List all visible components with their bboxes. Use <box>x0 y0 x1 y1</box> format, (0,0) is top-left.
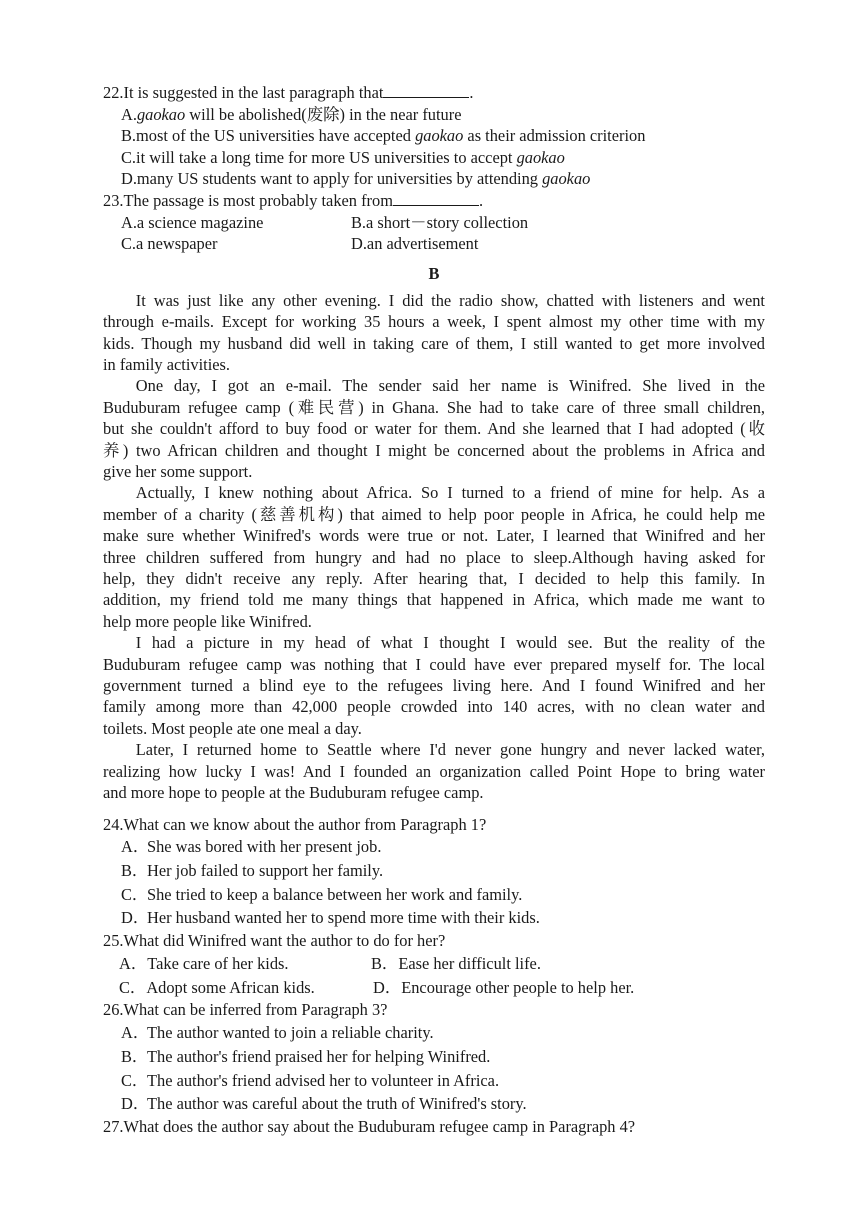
answer-blank <box>393 191 479 206</box>
question-22-option-c: C.it will take a long time for more US universities to accept gaokao <box>121 147 565 167</box>
exam-page <box>103 82 765 1138</box>
question-24-option-b <box>103 859 765 883</box>
passage-line: help more people like Winifred. <box>103 611 312 631</box>
question-24-option-d <box>103 906 765 930</box>
question-24-option-a <box>103 835 765 859</box>
question-24-option-c <box>103 883 765 907</box>
option-text: The author wanted to join a reliable charity. <box>147 1023 434 1043</box>
passage-line: give her some support. <box>103 462 253 481</box>
passage-line: government turned a blind eye to the refugees living here. And I found Winifred and her <box>103 676 765 696</box>
question-25-stem: 25.What did Winifred want the author to do for her? <box>103 931 446 951</box>
answer-blank <box>383 83 469 98</box>
option-text: Her job failed to support her family. <box>147 860 384 880</box>
passage-paragraph <box>103 739 765 803</box>
question-26-option-a <box>103 1021 765 1045</box>
question-23-option-a: A.a science magazine <box>121 212 264 232</box>
passage-line: Buduburam refugee camp was nothing that I could have ever prepared myself for. The local <box>103 654 765 674</box>
question-22-option-b: B.most of the US universities have accepted gaokao as their admission criterion <box>121 126 646 146</box>
passage-line: Actually, I knew nothing about Africa. So I turned to a friend of mine for help. As a <box>135 483 765 503</box>
passage-line: family among more than 42,000 people crowded into 140 acres, with no clean water and <box>103 697 765 717</box>
passage-line: realizing how lucky I was! And I founded an organization called Point Hope to bring water <box>103 761 765 781</box>
passage-line: help, they didn't receive any reply. After hearing that, I decided to help this family. In <box>103 569 765 589</box>
reading-passage <box>103 290 765 804</box>
option-letter: B． <box>121 860 149 880</box>
option-letter: A． <box>121 837 150 857</box>
passage-line: 养) two African children and thought I might be concerned about the problems in Africa and <box>103 440 765 460</box>
passage-line: but she couldn't afford to buy food or water for them. And she learned that I had adopted (收 <box>103 419 765 439</box>
question-23-options-row-1 <box>103 212 765 234</box>
question-24-options <box>103 835 765 930</box>
option-letter: B． <box>121 1046 149 1066</box>
passage-line: three children suffered from hungry and had no place to sleep.Although having asked for <box>103 547 765 567</box>
passage-line: toilets. Most people ate one meal a day. <box>103 718 362 738</box>
passage-line: Later, I returned home to Seattle where I'd never gone hungry and never lacked water, <box>135 740 765 760</box>
passage-paragraph <box>103 632 765 739</box>
question-26-option-c <box>103 1069 765 1093</box>
option-letter: A． <box>121 1023 150 1043</box>
passage-line: Buduburam refugee camp (难民营) in Ghana. She had to take care of three small children, <box>103 397 765 417</box>
question-23-options-row-2 <box>103 233 765 255</box>
option-letter: C． <box>121 1070 149 1090</box>
option-text: The author was careful about the truth of Winifred's story. <box>147 1094 527 1114</box>
question-26-stem: 26.What can be inferred from Paragraph 3? <box>103 1000 388 1020</box>
question-23-stem: 23.The passage is most probably taken from . <box>103 190 484 210</box>
question-22-option-d: D.many US students want to apply for universities by attending gaokao <box>121 169 591 189</box>
option-text: She was bored with her present job. <box>147 837 382 857</box>
passage-line: through e-mails. Except for working 35 hours a week, I spent almost my other time with my <box>103 312 765 332</box>
question-26-option-d <box>103 1092 765 1116</box>
option-letter: D． <box>121 908 150 928</box>
passage-line: One day, I got an e-mail. The sender said her name is Winifred. She lived in the <box>135 376 765 396</box>
question-27-stem: 27.What does the author say about the Buduburam refugee camp in Paragraph 4? <box>103 1117 636 1137</box>
passage-paragraph <box>103 290 765 376</box>
option-text: She tried to keep a balance between her work and family. <box>147 884 523 904</box>
question-26-option-b <box>103 1045 765 1069</box>
question-23-option-b: B.a short－story collection <box>351 212 529 232</box>
question-23-option-c: C.a newspaper <box>121 234 218 254</box>
option-letter: C． <box>121 884 149 904</box>
question-25-option-a: A．Take care of her kids. <box>119 953 289 973</box>
section-heading: B <box>428 263 440 283</box>
question-25-options-row-2 <box>103 976 765 1000</box>
question-22-option-a: A.gaokao will be abolished(废除) in the near future <box>121 104 462 124</box>
question-22-stem: 22.It is suggested in the last paragraph that . <box>103 83 474 102</box>
passage-line: make sure whether Winifred's words were true or not. Later, I learned that Winifred and her <box>103 526 765 546</box>
passage-line: member of a charity (慈善机构) that aimed to help poor people in Africa, he could help me <box>103 504 765 524</box>
passage-line: kids. Though my husband did well in taking care of them, I still wanted to get more involved <box>103 333 765 353</box>
question-24-stem: 24.What can we know about the author from Paragraph 1? <box>103 814 487 834</box>
option-letter: D． <box>121 1094 150 1114</box>
passage-line: and more hope to people at the Buduburam refugee camp. <box>103 783 484 803</box>
passage-line: I had a picture in my head of what I thought I would see. But the reality of the <box>135 633 765 653</box>
passage-paragraph <box>103 375 765 482</box>
question-26-options <box>103 1021 765 1116</box>
question-25-option-d: D．Encourage other people to help her. <box>373 977 635 997</box>
question-25-option-c: C．Adopt some African kids. <box>119 977 315 997</box>
option-text: The author's friend praised her for helping Winifred. <box>147 1046 491 1066</box>
option-text: Her husband wanted her to spend more time with their kids. <box>147 908 540 928</box>
option-text: The author's friend advised her to volunteer in Africa. <box>147 1070 500 1090</box>
passage-line: in family activities. <box>103 354 230 374</box>
passage-paragraph <box>103 482 765 632</box>
question-25-options-row-1 <box>103 952 765 976</box>
passage-line: It was just like any other evening. I did the radio show, chatted with listeners and went <box>135 290 765 310</box>
question-25-option-b: B．Ease her difficult life. <box>371 953 541 973</box>
passage-line: addition, my friend told me many things that happened in Africa, which made me want to <box>103 590 765 610</box>
question-23-option-d: D.an advertisement <box>351 234 479 254</box>
